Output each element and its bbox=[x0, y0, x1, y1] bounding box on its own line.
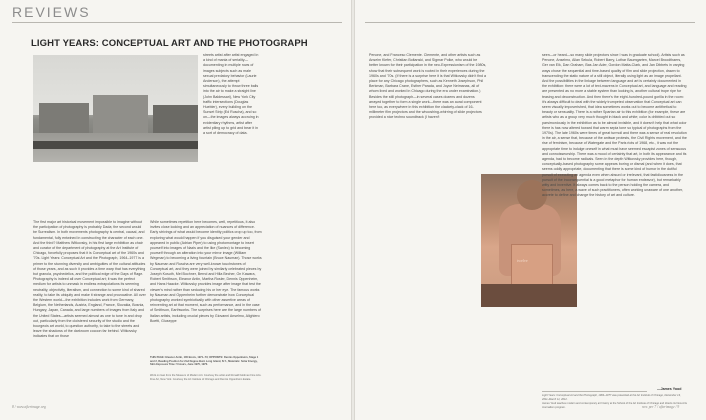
page-footer: 8 / www.afterimage.org bbox=[12, 405, 46, 409]
column-text bbox=[542, 53, 687, 383]
photo-building bbox=[153, 105, 198, 135]
photo-building bbox=[93, 95, 148, 135]
column-text bbox=[33, 220, 146, 408]
paragraph: While sometimes repetition here becomes, well, repetitious, it also invites close looking and an appreciation of nuances of difference. Early strivings of what would become identity politics crop up too, from exploring what would happen if you disguised your gender and appeared in public (Adrian Piper) to using photomontage to insert yourself into images of Nazis and the like (Sanlec) to becoming yourself through an alteration into your mirror image (William Wegman) to becoming a living fountain (Bruce Nauman). Those works by Nauman and Ruscha are very well-known touchstones of Conceptual art, and they were joined by similarly celebrated pieces by Joseph Kosuth, Mel Bochner, Bernd and Hilla Becher, On Kawara, Robert Smithson, Eleanor Antin, Martha Rosler, Dennis Oppenheim, and Hans Haacke. Witkovsky provides image after image that test the viewer's mind rather than seducing his or her eye. The famous works by Nauman and Oppenheim further demonstrate how Conceptual photography worked symbiotically with other assertive areas of reinventing art at that moment, such as performance, and in the case of Smithson, Earthworks. The surprises here are the large numbers of Italian artists, including crucial pieces by Giovanni Anselmo, Alighiero Boetti, Giuseppe bbox=[150, 220, 262, 323]
column-text bbox=[369, 53, 487, 169]
photo-credit: Work on loan from the Museum of Modern Art. Courtesy the artist and Ronald Feldman Fine Arts. Fine Art, New York. Courtesy the Art Institute of Chicago and Dennis Oppenheim Estate. bbox=[150, 374, 262, 381]
page-footer: nov. per 7 / afterimage / 9 bbox=[642, 405, 680, 409]
section-header: REVIEWS bbox=[12, 4, 91, 20]
photo-100-boots bbox=[33, 55, 198, 162]
paragraph: streets artist after artist engaged in a kind of mania of seriality—documenting in multiple rows of images subjects such as male sexual predatory behavior (Laurie Anderson), the attempt simultaneously to throw three balls into the air to make a straight line (John Baldessari), New York City traffic intersections (Douglas Huebler), every building on the Sunset Strip (Ed Ruscha), and so on—the images always accruing in evidentiary rhythms, artist after artist piling up to grid and bear it in a sort of democracy of data. bbox=[203, 53, 259, 136]
info-rule bbox=[542, 391, 647, 392]
header-rule bbox=[12, 22, 342, 23]
header-rule bbox=[365, 22, 695, 23]
exhibition-info: Light Years: Conceptual Art and the Photograph, 1964–1977 was presented at the Art Institute of Chicago, December 13, 2011–March 11, 2012. bbox=[542, 394, 681, 401]
right-page bbox=[355, 0, 706, 420]
paragraph: Penone, and Franceso Clemente. Clemente, and other artists such as Anselm Kiefer, Christian Boltanski, and Sigmar Polke, who would be better known for their participation in the neo-Expressionism of the 1980s, show that their subsequent work is rooted in their experiences during the 1960s and '70s. (If there is a surprise here it is that Witkovsky didn't find a place for any Chicago photographers, such as Kenneth Josephson, Phil Berkman, Barbara Crane, Esther Parada, and Joyce Neimanas, all of whom lived and worked in Chicago during the era under examination.) Besides the still photograph—in several cases dozens and dozens arrayed together to form a single work—there was an aural component here too, as everywhere in this exhibition the clackety-clack of 16-millimeter film projectors and the whooshing-whirring of slide projectors provided a nice techno soundtrack (I haven't bbox=[369, 53, 487, 120]
photo-building bbox=[39, 103, 89, 135]
photo-shadow bbox=[33, 141, 198, 149]
photo-caption: THIS PAGE: Eleanor Antin, 100 Boots, 1971–73; OPPOSITE: Dennis Oppenheim, Stage 1 and 2, Reading Position for 2nd Degree Burn Long Island, N.Y., Materials: Solar Energy, Skin Exposure Time: 5 Hours, June 1970, 1970. bbox=[150, 356, 259, 367]
column-text bbox=[203, 53, 259, 216]
paragraph: The first major art historical movement impossible to imagine without the participation of photography is probably Dada; the second would be Surrealism. In both movements photography is central, causal, and fundamental, fully entwined in constructing the character of each one. And the third? Matthew Witkovsky, in his first large exhibition as chair and curator of the department of photography at the Art Institute of Chicago, forcefully proposes that it is Conceptual art of the 1960s and '70s. Light Years: Conceptual Art and the Photograph, 1964–1977 is a primer to the stunning diversity and ambiguities of the cultural attitudes of those years, and as such it provides a time warp that has everything but granola, psychedelics, and the political edge of the Days of Rage. Photography is indeed all over Conceptual art; it was the perfect medium for artists to unmask in endless extrapolations its seeming neutrality, objectivity, literalism, and connection to some kind of shared reality, to take its ubiquity and make it strange and provocative. All over the Western world—the exhibition includes work from Germany, Belgium, the Netherlands, Austria, England, France, Slovakia, Bosnia, Hungary, Japan, Canada, and large numbers of images from Italy and the United States—artists seemed almost as one to tune in and drop out, particularly from the cloistered security of the studio and the bourgeois art world, to question authority, to take to the streets and leave the shadows of the darkroom cocoon far behind. Witkovsky indicates that on those bbox=[33, 220, 146, 339]
paragraph: seen—or heard—so many slide projectors since I was in graduate school). Artists such as Penone, Anselmo, Allan Sekula, Robert Barry, Lothar Baumgarten, Marcel Broodthaers, Ger van Elk, Dan Graham, Bas Jan Ader, Gordon Matta-Clark, and Jan Dibbets in varying ways chose the sequential and time-based quality of film and slide projection, drawn to transcending the static nature of a still object, literally using light as an image propellant. And the possibilities in the linkage between language and art is certainly documented in the exhibition: there were a lot of text-mavens in Conceptual art, and language and reading are presented as no more a stable system than looking is, another cultural trope ripe for teasing and deconstruction. And then there's the eight-hundred-pound gorilla in the room: it's always difficult to deal with the widely trumpeted observation that Conceptual art can seem visually impoverished, that idea sometimes works out to become antithetical to beauty or sensuality. There is a rather Spartan air to this exhibition (for example, these are artists who as a group very much thought in black and white; color is dribbled out so parsimoniously in the exhibition as to be almost invisible, and it doesn't help that what color there is has now altered toward that warm sepia tone so typical of photographs from the 1970s). The late 1960s were times of great turmoil and there was a sense of real revolution in the air, a sense that, because of the antiwar protests, the Civil Rights movement, and the rise of feminism, because of Watergate and the Paris riots of 1968, etc., it was not the appropriate time to indulge oneself in what must have seemed escapist zones of sensuous and connoisseurship. There was a mood of certainty that art, in both its appearance and its agenda, had to become radicals. Seen in the depth Witkovsky provides here, though, conceptually-based photography some appears boring or dismal (and when it does, that seems oddly appropriate, documenting that there is some kind of humor in the dutiful pursuit of executing an agenda even when absurd or irrelevant, that fastidiousness in the pursuit of the inconsequential is a good metaphor for human endeavor), but remarkably witty and inventive. It always comes back to the person holding the camera, and sometimes, as here, a wave of such practitioners, often working unaware of one another, accrete to define and change the history of art and culture. bbox=[542, 53, 687, 198]
photo-book-text: twelve bbox=[517, 258, 528, 263]
author-bio: James Yood teaches modern and contemporary art history at the School of the Art Institute of Chicago and directs its New Arts Journalism program. bbox=[542, 402, 687, 409]
article-title: LIGHT YEARS: CONCEPTUAL ART AND THE PHOTOGRAPH bbox=[31, 38, 308, 49]
left-page bbox=[0, 0, 351, 420]
author-signature: —James Yood bbox=[657, 387, 682, 391]
column-text bbox=[150, 220, 262, 346]
